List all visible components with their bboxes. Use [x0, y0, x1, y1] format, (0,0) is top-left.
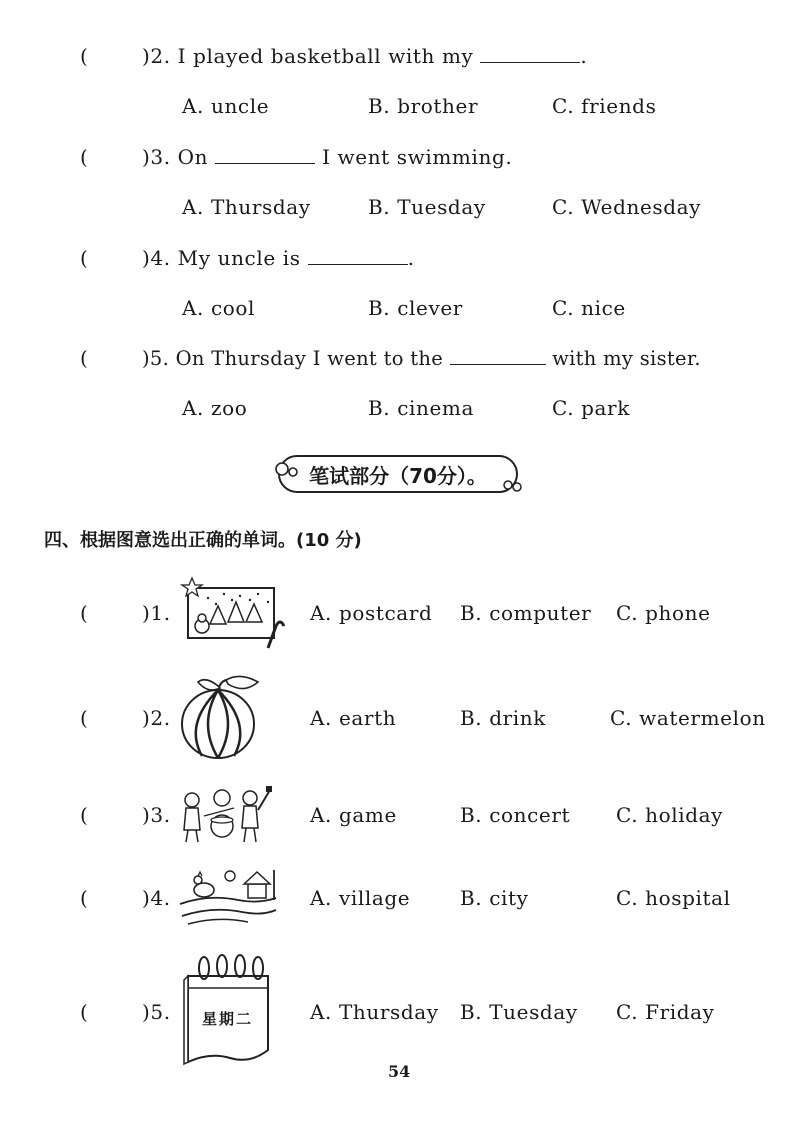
- answer-blank[interactable]: [480, 44, 580, 63]
- answer-paren: (: [80, 803, 88, 827]
- option-b: B. concert: [460, 803, 571, 827]
- option-c: C. watermelon: [610, 706, 766, 730]
- option-b: B. computer: [460, 601, 592, 625]
- option-a: A. earth: [310, 706, 397, 730]
- option-c: C. phone: [616, 601, 711, 625]
- concert-picture: [176, 786, 276, 846]
- option-a: A. postcard: [310, 601, 433, 625]
- option-a: A. cool: [182, 296, 256, 320]
- bubble-icon: [502, 479, 524, 493]
- answer-paren: (: [80, 706, 88, 730]
- watermelon-picture: [178, 672, 270, 762]
- postcard-picture: [180, 574, 290, 652]
- answer-paren: (: [80, 886, 88, 910]
- question-text: )5. On Thursday I went to the with my sister.: [142, 347, 701, 370]
- question-text: )4. My uncle is .: [142, 246, 415, 270]
- answer-blank[interactable]: [308, 246, 408, 265]
- option-c: C. Wednesday: [552, 195, 702, 219]
- option-a: A. zoo: [182, 396, 248, 420]
- question-text: )3. On I went swimming.: [142, 145, 513, 169]
- option-c: C. hospital: [616, 886, 731, 910]
- answer-paren: (: [80, 44, 88, 68]
- option-a: A. uncle: [182, 94, 270, 118]
- question-number: )1.: [142, 601, 171, 625]
- option-c: C. park: [552, 396, 630, 420]
- option-c: C. friends: [552, 94, 657, 118]
- option-c: C. holiday: [616, 803, 724, 827]
- answer-blank[interactable]: [450, 346, 546, 365]
- option-a: A. game: [310, 803, 397, 827]
- option-b: B. drink: [460, 706, 546, 730]
- calendar-text: 星期二: [202, 1010, 254, 1028]
- page-number: 54: [388, 1062, 411, 1081]
- question-number: )4.: [142, 886, 171, 910]
- option-a: A. Thursday: [182, 195, 311, 219]
- answer-paren: (: [80, 145, 88, 169]
- option-a: A. village: [310, 886, 411, 910]
- option-c: C. nice: [552, 296, 626, 320]
- calendar-picture: [180, 954, 276, 1066]
- village-picture: [178, 866, 278, 926]
- option-b: B. brother: [368, 94, 479, 118]
- question-number: )2.: [142, 706, 171, 730]
- option-c: C. Friday: [616, 1000, 715, 1024]
- written-section-banner: [278, 455, 518, 493]
- banner-label: 笔试部分（70分）。: [309, 463, 487, 488]
- option-b: B. cinema: [368, 396, 475, 420]
- question-text: )2. I played basketball with my .: [142, 44, 588, 68]
- option-b: B. city: [460, 886, 529, 910]
- answer-paren: (: [80, 246, 88, 270]
- option-a: A. Thursday: [310, 1000, 439, 1024]
- option-b: B. Tuesday: [460, 1000, 578, 1024]
- option-b: B. Tuesday: [368, 195, 486, 219]
- answer-blank[interactable]: [215, 145, 315, 164]
- answer-paren: (: [80, 1000, 88, 1024]
- answer-paren: (: [80, 346, 88, 370]
- section-title: 四、根据图意选出正确的单词。(10 分): [44, 530, 362, 551]
- question-number: )5.: [142, 1000, 171, 1024]
- bubble-icon: [274, 461, 300, 477]
- question-number: )3.: [142, 803, 171, 827]
- answer-paren: (: [80, 601, 88, 625]
- option-b: B. clever: [368, 296, 463, 320]
